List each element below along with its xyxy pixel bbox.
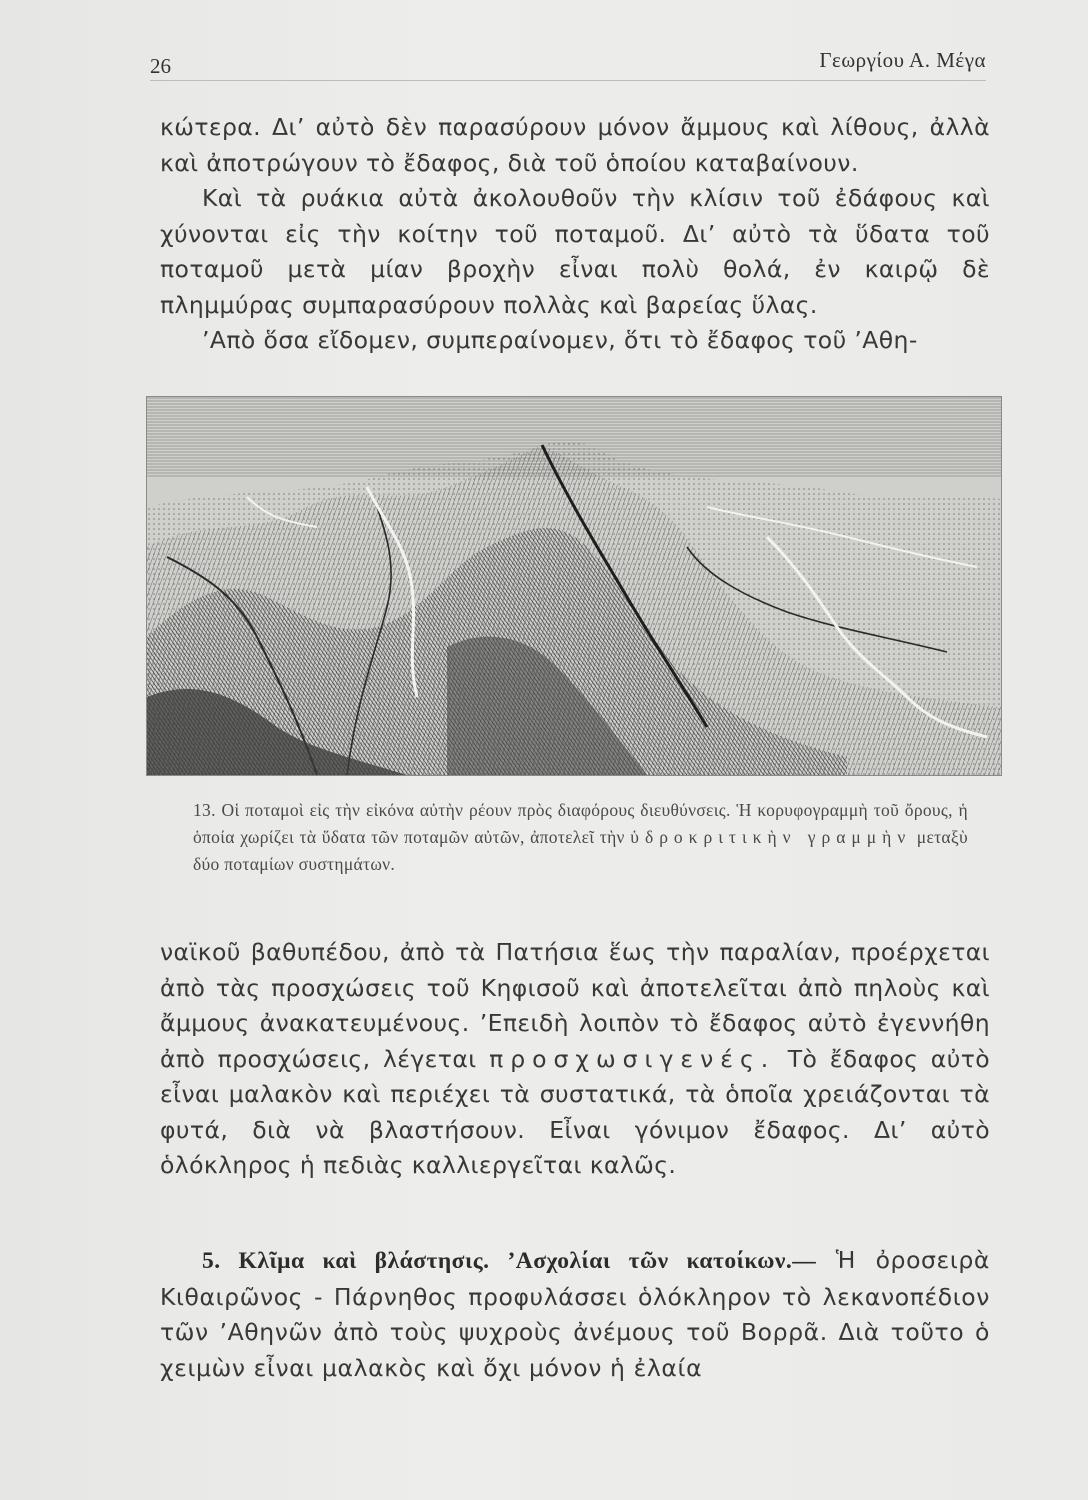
section-heading: 5. Κλῖμα καὶ βλάστησις. ’Ασχολίαι τῶν κατοίκων.— [202, 1248, 817, 1274]
figure-caption [193, 797, 968, 878]
paragraph: Καὶ τὰ ρυάκια αὐτὰ ἀκολουθοῦν τὴν κλίσιν τοῦ ἐδάφους καὶ χύνονται εἰς τὴν κοίτην τοῦ ποταμοῦ. Δι’ αὐτὸ τὰ ὕδατα τοῦ ποταμοῦ μετὰ μίαν βροχὴν εἶναι πολὺ θολά, ἐν καιρῷ δὲ πλημμύρας συμπαρασύρουν πολλὰς καὶ βαρείας ὕλας. [160, 184, 990, 319]
header-rule [150, 80, 986, 81]
emphasized-term: προσχωσιγενές. [489, 1044, 776, 1073]
section-text: Ἡ ὀροσειρὰ Κιθαιρῶνος - Πάρνηθος προφυλάσσει ὁλόκληρον τὸ λεκανοπέδιον τῶν ’Αθηνῶν ἀπὸ τοὺς ψυχροὺς ἀνέμους τοῦ Βορρᾶ. Διὰ τοῦτο ὁ χειμὼν εἶναι μαλακὸς καὶ ὄχι μόνον ἡ ἐλαία [160, 1246, 991, 1382]
text-block-middle [160, 935, 990, 1184]
paragraph: κώτερα. Δι’ αὐτὸ δὲν παρασύρουν μόνον ἄμμους καὶ λίθους, ἀλλὰ καὶ ἀποτρώγουν τὸ ἔδαφος, διὰ τοῦ ὁποίου καταβαίνουν. [160, 113, 990, 177]
paragraph-text: ναϊκοῦ βαθυπέδου, ἀπὸ τὰ Πατήσια ἕως τὴν παραλίαν, προέρχεται ἀπὸ τὰς προσχώσεις τοῦ Κηφισοῦ καὶ ἀποτελεῖται ἀπὸ πηλοὺς καὶ ἄμμους ἀνακατευμένους. ’Επειδὴ λοιπὸν τὸ ἔδαφος αὐτὸ ἐγεννήθη ἀπὸ προσχώσεις, λέγεται [160, 938, 990, 1073]
text-block-bottom [160, 1243, 990, 1386]
running-head: Γεωργίου Α. Μέγα [819, 48, 986, 72]
page-number: 26 [150, 54, 171, 78]
engraving-image [147, 397, 1001, 775]
caption-text: 13. Οἱ ποταμοὶ εἰς τὴν εἰκόνα αὐτὴν ρέουν πρὸς διαφόρους διευθύνσεις. Ἡ κορυφογραμμὴ τοῦ ὄρους, ἡ ὁποία χωρίζει τὰ ὕδατα τῶν ποταμῶν αὐτῶν, ἀποτελεῖ τὴν [193, 800, 968, 847]
caption-text: μεταξὺ δύο ποταμίων συστημάτων. [193, 827, 968, 874]
mountain-rivers-illustration [146, 396, 1002, 776]
paragraph-text: Τὸ ἔδαφος αὐτὸ εἶναι μαλακὸν καὶ περιέχει τὰ συστατικά, τὰ ὁποῖα χρειάζονται τὰ φυτά, διὰ νὰ βλαστήσουν. Εἶναι γόνιμον ἔδαφος. Δι’ αὐτὸ ὁλόκληρος ἡ πεδιὰς καλλιεργεῖται καλῶς. [160, 1044, 991, 1179]
paragraph: ’Απὸ ὅσα εἴδομεν, συμπεραίνομεν, ὅτι τὸ ἔδαφος τοῦ ’Αθη- [202, 326, 918, 354]
caption-emphasis: ὑδροκριτικὴν γραμμὴν [630, 827, 912, 847]
page-header [150, 46, 986, 80]
text-block-top [160, 110, 990, 359]
